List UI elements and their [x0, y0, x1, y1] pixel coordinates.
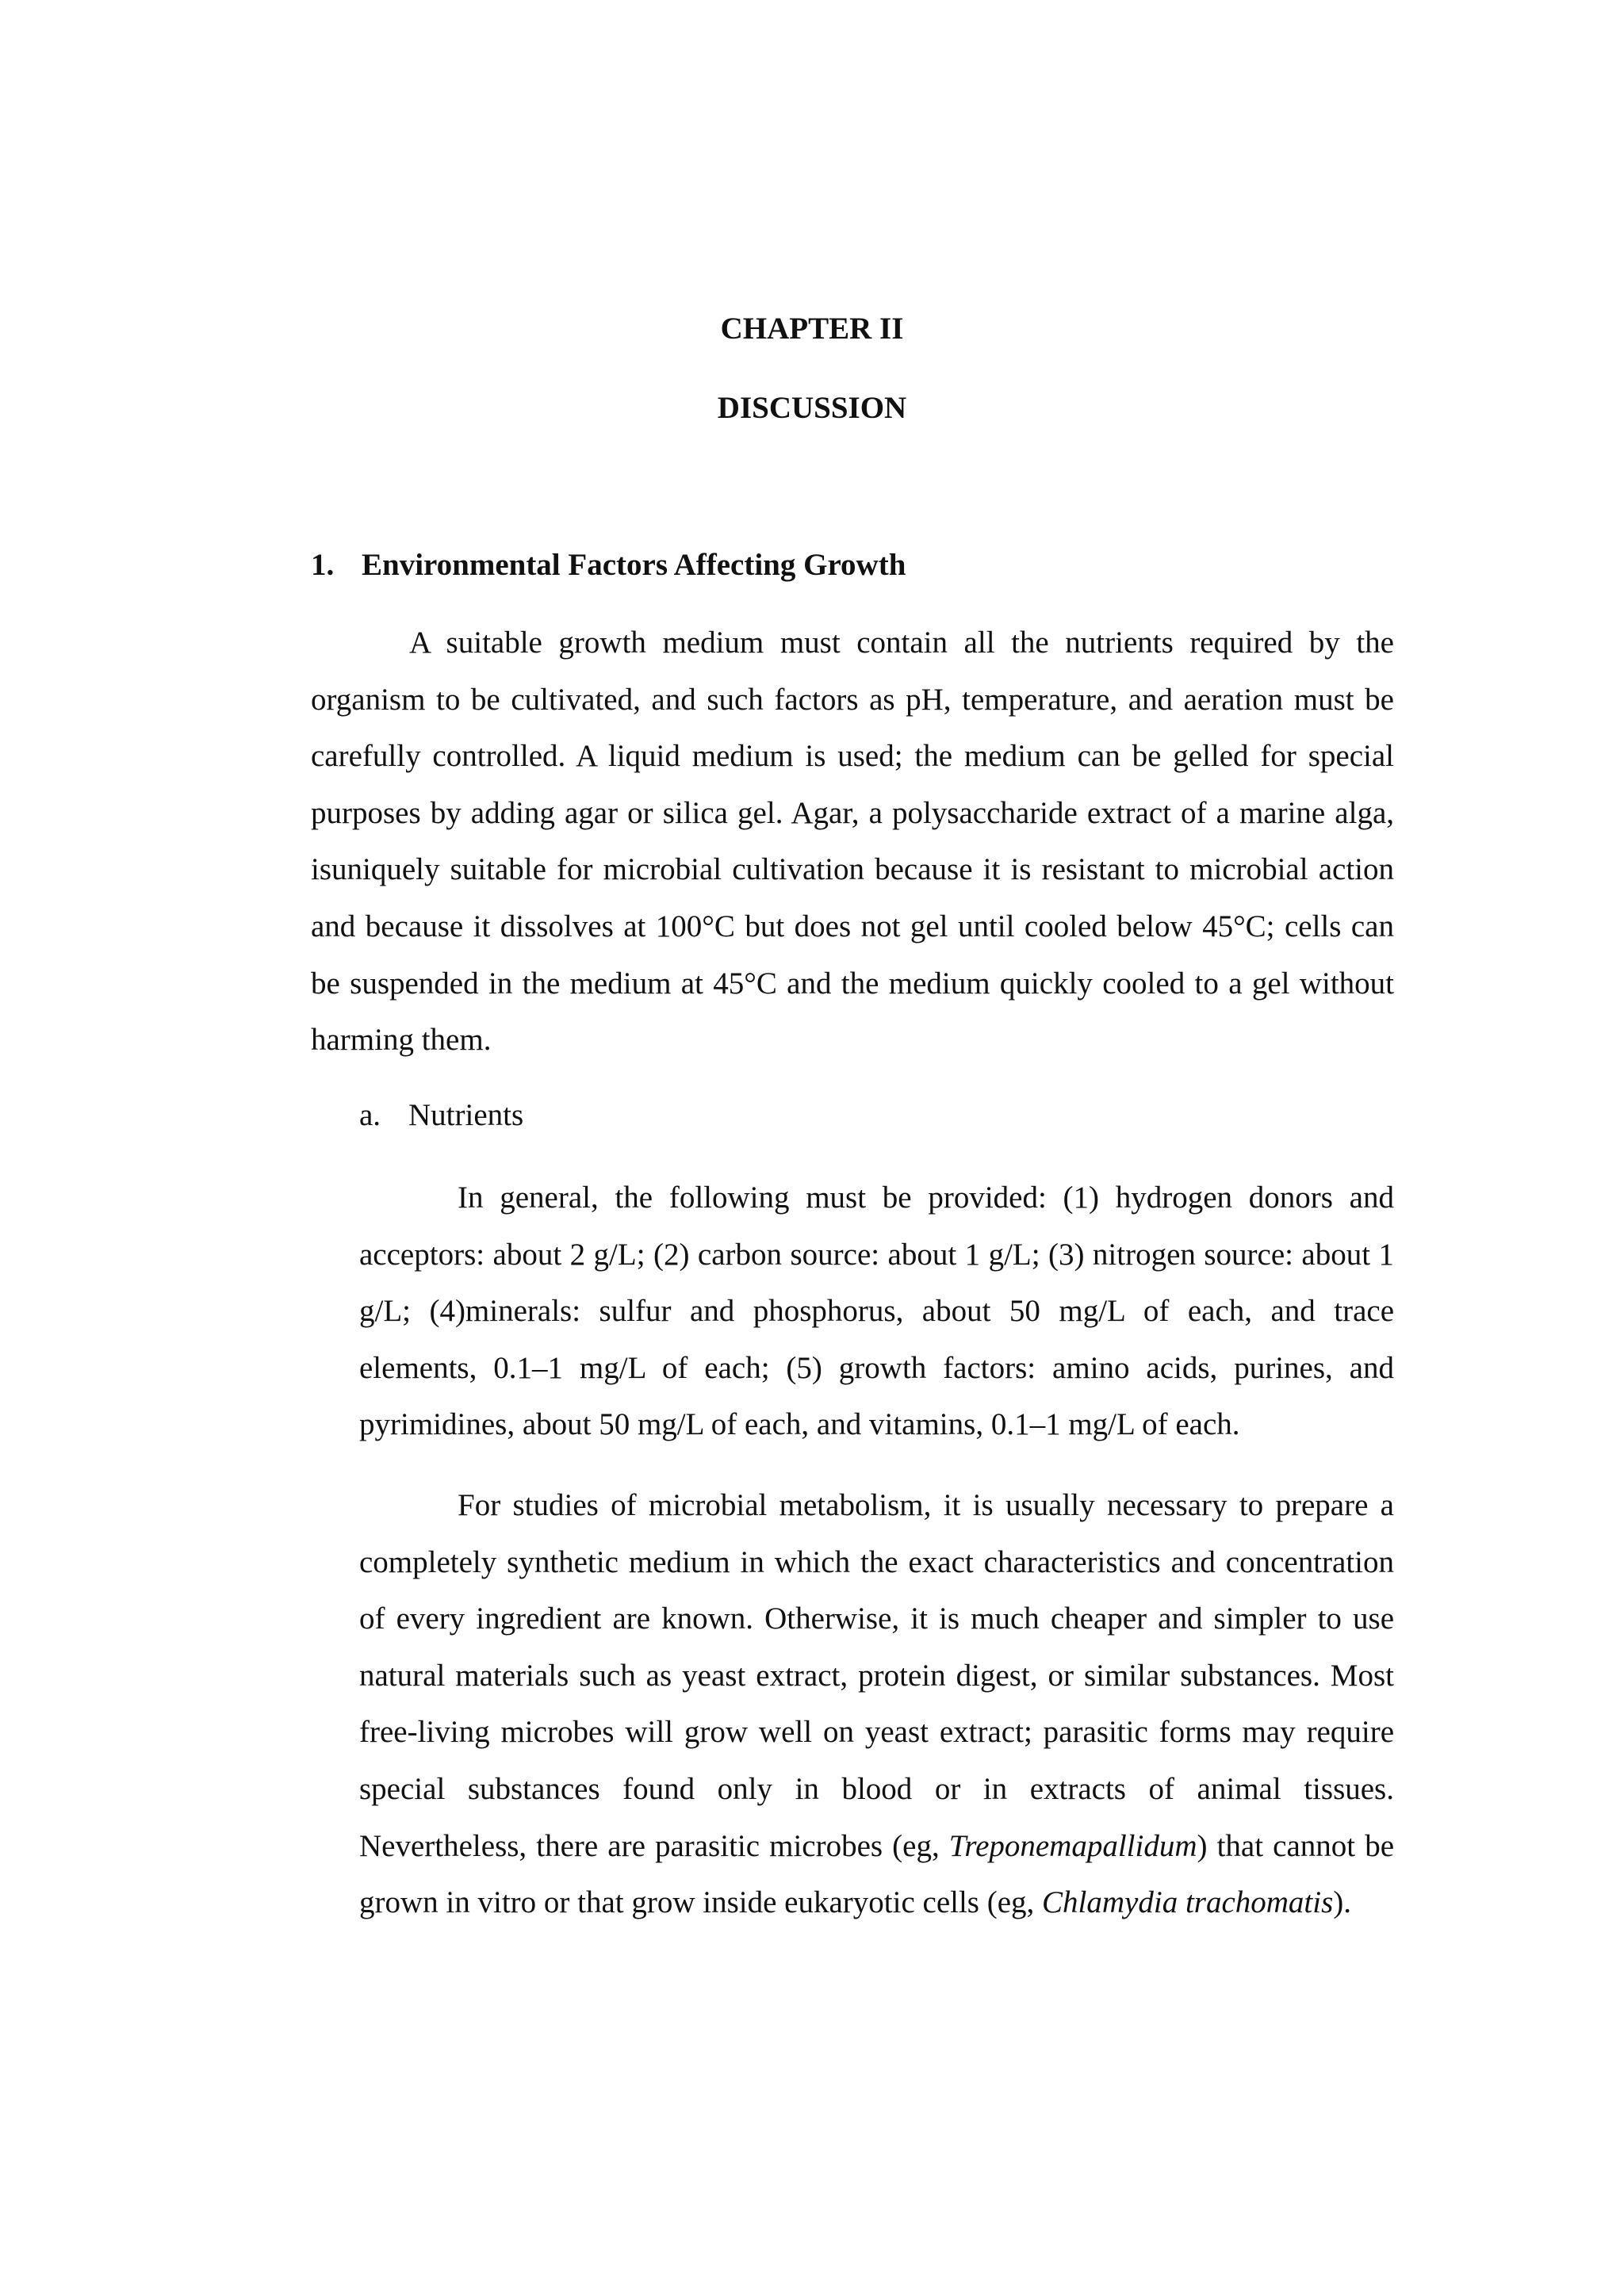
section-intro-paragraph: A suitable growth medium must contain all the nutrients required by the organism to be cultivated, and such factors as pH, temperature, and aeration must be carefully controlled. A liquid medium is used; the medium can be gelled for special purposes by adding agar or silica gel. Agar, a polysaccharide extract of a marine alga, isuniquely suitable for microbial cultivation because it is resistant to microbial action and because it dissolves at 100°C but does not gel until cooled below 45°C; cells can be suspended in the medium at 45°C and the medium quickly cooled to a gel without harming them.	[311, 626, 1394, 1058]
subsection-title: Nutrients	[408, 1098, 524, 1132]
chapter-label: CHAPTER II	[720, 312, 904, 346]
species-name: Chlamydia trachomatis	[1042, 1885, 1334, 1920]
chapter-title: DISCUSSION	[717, 391, 907, 425]
paragraph-text: ) that cannot be grown in vitro or that grow inside eukaryotic cells (eg,	[359, 1828, 1394, 1920]
section-title: Environmental Factors Affecting Growth	[362, 548, 906, 582]
subsection-letter: a.	[359, 1098, 381, 1132]
species-name: Treponemapallidum	[948, 1828, 1197, 1863]
subsection-heading	[359, 1096, 523, 1135]
section-number: 1.	[311, 548, 335, 582]
paragraph-text: ).	[1333, 1885, 1352, 1920]
nutrients-paragraph-1: In general, the following must be provided: (1) hydrogen donors and acceptors: about 2 g/L; (2) carbon source: about 1 g/L; (3) nitrogen source: about 1 g/L; (4)minerals: sulfur and phosphorus, about 50 mg/L of each, and trace elements, 0.1–1 mg/L of each; (5) growth factors: amino acids, purines, and pyrimidines, about 50 mg/L of each, and vitamins, 0.1–1 mg/L of each.	[359, 1181, 1394, 1442]
section-heading	[311, 545, 906, 585]
paragraph-text: For studies of microbial metabolism, it is usually necessary to prepare a completely synthetic medium in which the exact characteristics and concentration of every ingredient are known. Otherwise, it is much cheaper and simpler to use natural materials such as yeast extract, protein digest, or similar substances. Most free-living microbes will grow well on yeast extract; parasitic forms may require special substances found only in blood or in extracts of animal tissues. Nevertheless, there are parasitic microbes (eg,	[359, 1488, 1394, 1863]
nutrients-paragraph-2	[359, 1477, 1394, 1931]
